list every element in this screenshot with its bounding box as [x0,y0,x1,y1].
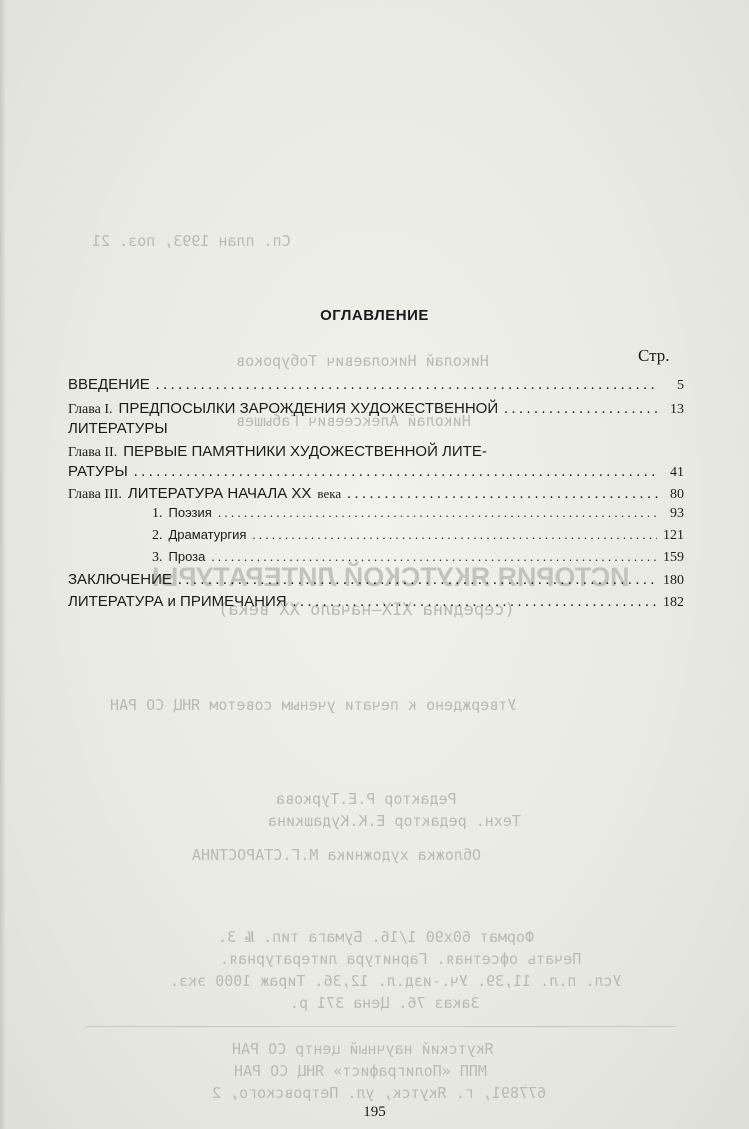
page-edge-shadow [0,0,6,1129]
toc-entry-poetry[interactable] [152,505,684,525]
leader-dots [134,464,658,481]
toc-entry-chapter-1[interactable] [68,400,684,420]
bleed-through-rule [86,1026,676,1027]
toc-page-number: 180 [663,573,684,588]
toc-title: Проза [168,549,206,564]
leader-dots [347,486,658,503]
toc-entry-chapter-2-continued[interactable] [68,463,684,483]
toc-title: ПЕРВЫЕ ПАМЯТНИКИ ХУДОЖЕСТВЕННОЙ ЛИТЕ- [123,443,487,460]
leader-dots [211,549,657,565]
toc-entry-conclusion[interactable] [68,571,684,591]
toc-title: Поэзия [168,505,212,520]
bleed-through-text: Утверждено к печати ученым советом ЯНЦ СО РАН [110,696,517,714]
leader-dots [504,401,658,418]
bleed-through-text: 677891, г. Якутск, ул. Петровского, 2 [212,1084,547,1102]
toc-title: ЛИТЕРАТУРА и ПРИМЕЧАНИЯ [68,593,287,610]
leader-dots [252,527,657,543]
toc-page-number: 121 [663,528,684,543]
bleed-through-text: Печать офсетная. Гарнитура литературная. [220,950,582,968]
bleed-through-text: (середина XIX—начало XX века) [218,600,515,620]
toc-page-number: 93 [670,506,684,521]
toc-chapter-label: Глава I. [68,402,113,417]
toc-section-number: 2. [152,528,163,543]
toc-page-number: 13 [670,402,684,417]
page-title: ОГЛАВЛЕНИЕ [320,307,429,324]
toc-title: ПРЕДПОСЫЛКИ ЗАРОЖДЕНИЯ ХУДОЖЕСТВЕННОЙ [118,400,499,417]
toc-section-number: 1. [152,506,163,521]
toc-chapter-label: Глава II. [68,445,118,460]
toc-entry-chapter-1-continued [68,420,684,440]
bleed-through-text: Николай Алексеевич Габышев [236,412,471,430]
toc-entry-chapter-3[interactable] [68,485,684,505]
bleed-through-text: Якутский научный центр СО РАН [232,1040,494,1058]
bleed-through-text: Николай Николаевич Тобуроков [236,352,489,370]
toc-page-number: 182 [663,595,684,610]
toc-title-suffix: века [317,486,342,501]
toc-title: ЛИТЕРАТУРА НАЧАЛА XX [127,485,312,502]
toc-title: ЗАКЛЮЧЕНИЕ [68,571,172,588]
bleed-through-text: Сп. план 1993, поз. 21 [92,232,291,250]
leader-dots [293,594,657,611]
page-column-label: Стр. [638,346,670,365]
bleed-through-text: Заказ 76. Цена 371 р. [290,994,480,1012]
toc-chapter-label: Глава III. [68,487,122,502]
leader-dots [156,377,658,394]
toc-page-number: 5 [677,378,684,393]
bleed-through-text: МПП «Полиграфист» ЯНЦ СО РАН [234,1062,487,1080]
toc-section-number: 3. [152,550,163,565]
toc-page-number: 41 [670,465,684,480]
toc-title: РАТУРЫ [68,463,128,480]
toc-title: Драматургия [168,527,247,542]
toc-entry-chapter-2[interactable] [68,443,684,463]
bleed-through-text: ИСТОРИЯ ЯКУТСКОЙ ЛИТЕРАТУРЫ [152,562,630,592]
bleed-through-text: Формат 60x90 1/16. Бумага тип. № 3. [218,928,535,946]
toc-entry-prose[interactable] [152,549,684,569]
toc-title: ВВЕДЕНИЕ [68,376,150,393]
leader-dots [178,572,657,589]
toc-entry-introduction[interactable] [68,376,684,396]
toc-page-number: 159 [663,550,684,565]
toc-title: ЛИТЕРАТУРЫ [68,420,168,437]
toc-entry-references[interactable] [68,593,684,613]
bleed-through-text: Обложка художника М.Г.СТАРОСТИНА [192,846,481,864]
bleed-through-text: Редактор Р.Е.Туркова [276,790,457,808]
leader-dots [218,505,658,521]
toc-page-number: 80 [670,487,684,502]
page-number: 195 [363,1104,386,1120]
bleed-through-text: Техн. редактор Е.К.Кудашкина [268,812,521,830]
toc-entry-drama[interactable] [152,527,684,547]
bleed-through-text: Усл. п.л. 11,39. Уч.-изд.л. 12,36. Тираж 1000 экз. [170,972,622,990]
